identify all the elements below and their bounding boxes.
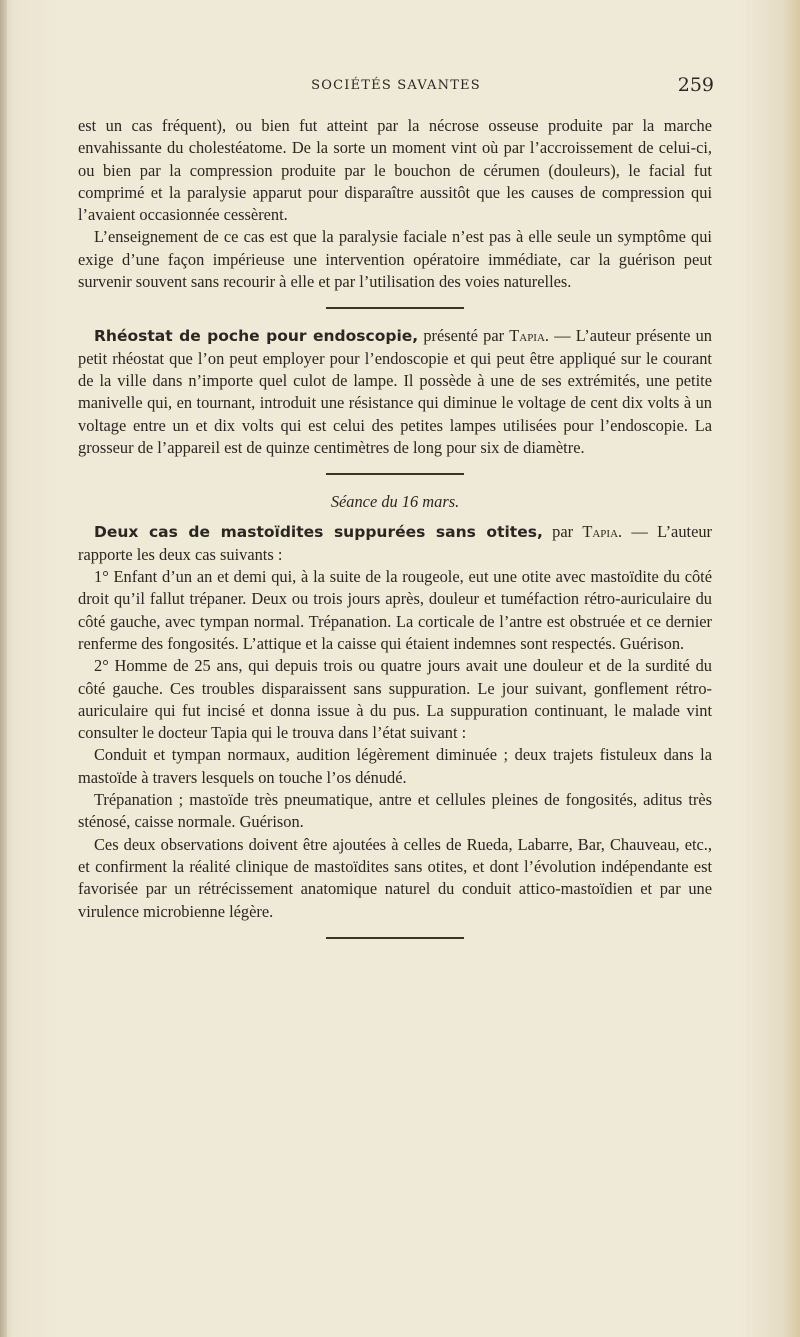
body-text [78,115,712,955]
section-divider [326,307,464,309]
paragraph-conduit: Conduit et tympan normaux, audition légèrement diminuée ; deux trajets fistuleux dans la mastoïde à travers lesquels on touche l’os dénudé. [78,745,712,787]
author-name: Tapia [582,522,619,542]
section-intro-mastoiditis: . — L’auteur rapporte les deux cas suivants : [78,522,712,564]
session-heading: Séance du 16 mars. [330,492,460,512]
page-number: 259 [677,74,714,96]
section-body-rheostat: . — L’auteur présente un petit rhéostat que l’on peut employer pour l’endoscopie et qui peut être appliqué sur le courant de la ville dans n’importe quel culot de lampe. Il possède à une de ses extrémités, une petite manivelle qui, en tournant, introduit une résistance qui diminue le voltage de cent dix volts à un voltage entre un et dix volts qui est celui des petites lampes utilisées pour l’endoscopie. La grosseur de l’appareil est de quinze centimètres de long pour six de diamètre. [78,326,712,457]
paragraph-lesson: L’enseignement de ce cas est que la paralysie faciale n’est pas à elle seule un symptôme qui exige d’une façon impérieuse une intervention opératoire immédiate, car la guérison peut survenir souvent sans recourir à elle et par l’utilisation des voies naturelles. [78,227,712,292]
page-header [78,74,714,98]
paragraph-conclusion: Ces deux observations doivent être ajoutées à celles de Rueda, Labarre, Bar, Chauveau, etc., et confirment la réalité clinique de mastoïdites sans otites, et dont l’évolution indépendante est favorisée par un rétrécissement anatomique naturel du conduit attico-mastoïdien et par une virulence microbienne légère. [78,834,712,921]
section-rheostat [78,325,712,459]
section-mastoiditis [78,521,712,566]
presented-by: par [542,522,583,542]
presented-by: présenté par [418,326,510,346]
page-edge [0,0,7,1337]
section-title-mastoiditis: Deux cas de mastoïdites suppurées sans otites, [94,523,543,542]
paragraph-trepanation: Trépanation ; mastoïde très pneumatique, antre et cellules pleines de fongosités, aditus très sténosé, caisse normale. Guérison. [78,790,712,832]
section-divider [326,937,464,939]
case-two: 2° Homme de 25 ans, qui depuis trois ou quatre jours avait une douleur et de la surdité du côté gauche. Ces troubles disparaissent sans suppuration. Le jour suivant, gonflement rétro-auriculaire qui fut incisé et donna issue à du pus. La suppuration continuant, le malade vint consulter le docteur Tapia qui le trouva dans l’état suivant : [78,656,712,743]
author-name: Tapia [509,326,545,346]
running-head: SOCIÉTÉS SAVANTES [311,78,481,93]
section-title-rheostat: Rhéostat de poche pour endoscopie, [94,327,419,346]
section-divider [326,473,464,475]
case-one: 1° Enfant d’un an et demi qui, à la suite de la rougeole, eut une otite avec mastoïdite du côté droit qu’il fallut trépaner. Deux ou trois jours après, douleur et tuméfaction rétro-auriculaire du côté gauche, avec tympan normal. Trépanation. La corticale de l’antre est obstruée et ce dernier renferme des fongosités. L’attique et la caisse qui étaient indemnes sont respectés. Guérison. [78,567,712,653]
paragraph-continuation: est un cas fréquent), ou bien fut atteint par la nécrose osseuse produite par la marche envahissante du cholestéatome. De la sorte un moment vint où par l’accroissement de celui-ci, ou bien par la compression produite par le bouchon de cérumen (douleurs), le facial fut comprimé et la paralysie apparut pour disparaître aussitôt que les causes de compression qui l’avaient occasionnée cessèrent. [78,116,712,225]
